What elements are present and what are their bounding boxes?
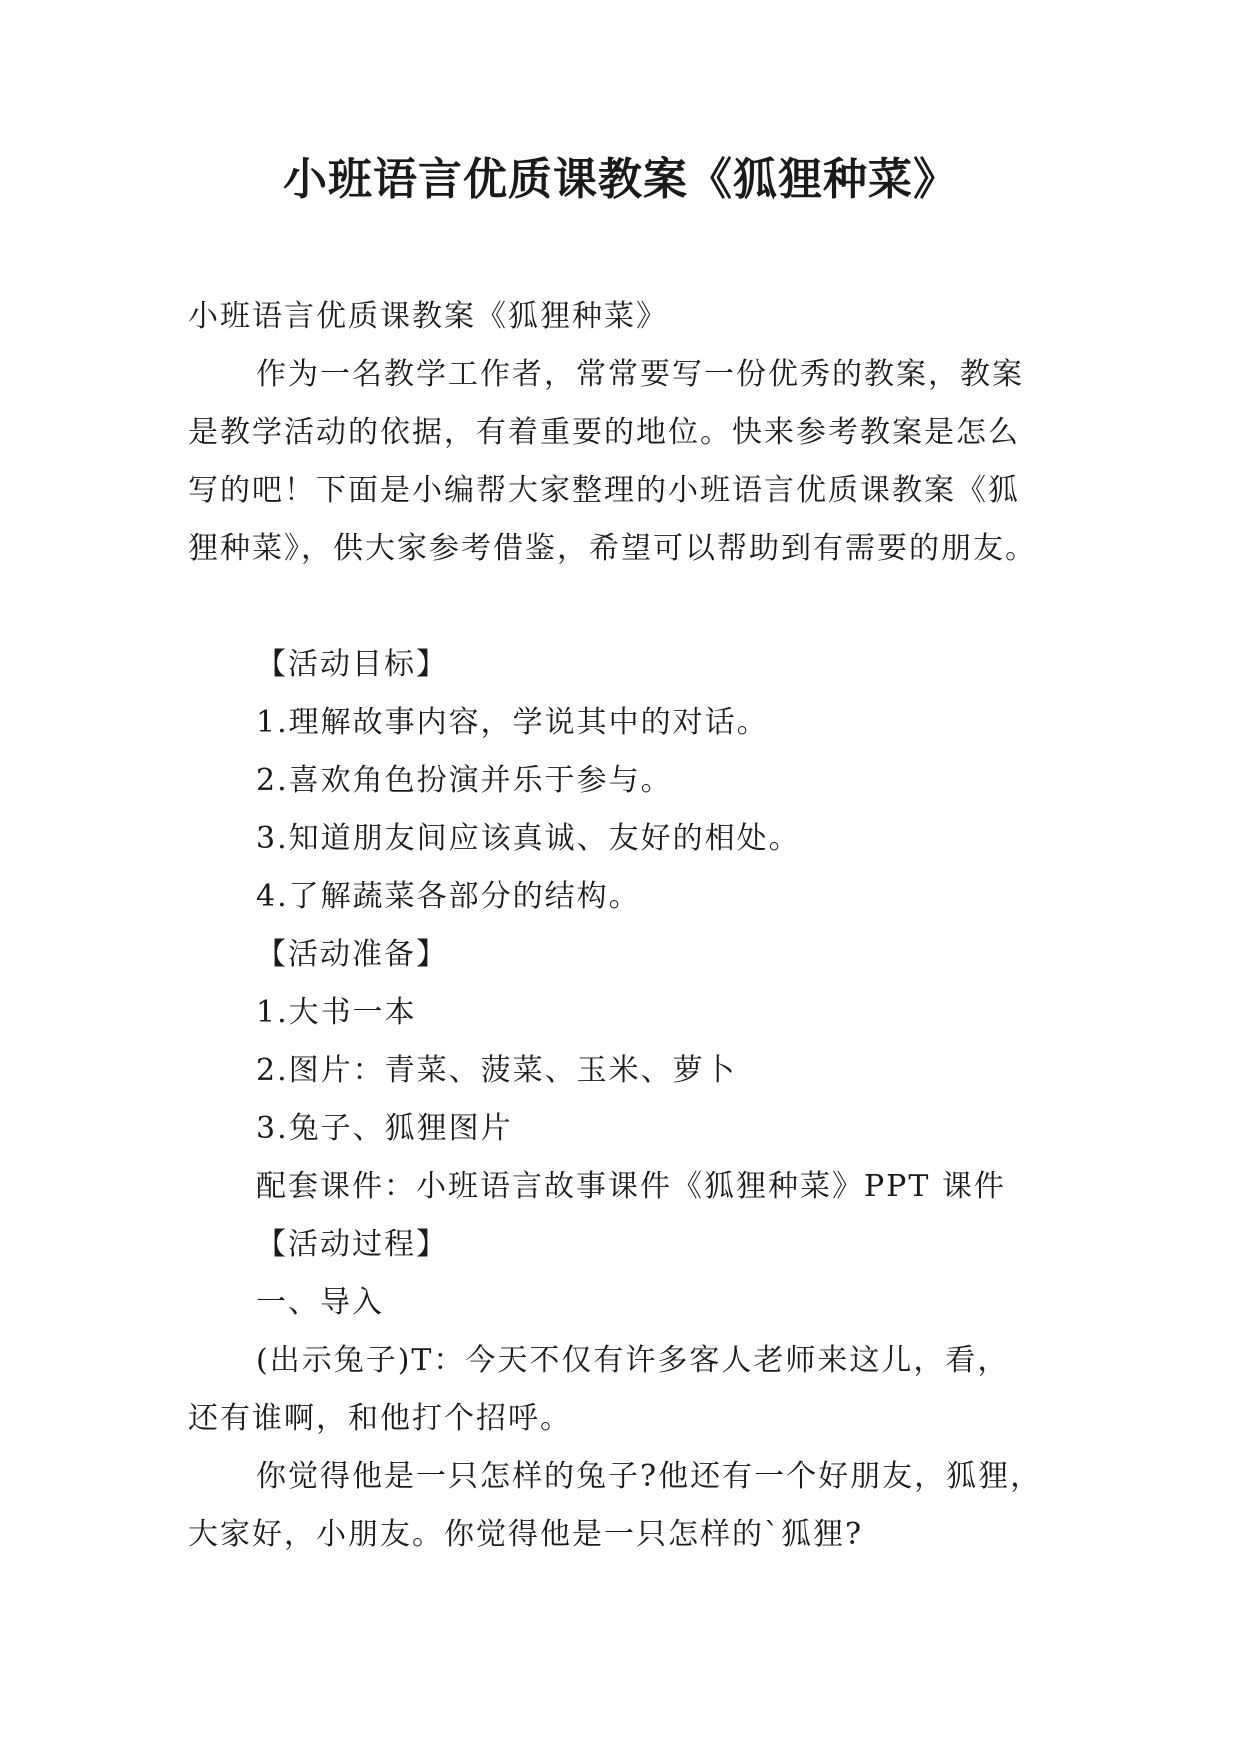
process-paragraph-line: 大家好，小朋友。你觉得他是一只怎样的`狐狸? bbox=[188, 1517, 864, 1552]
intro-line: 作为一名教学工作者，常常要写一份优秀的教案，教案 bbox=[256, 357, 1024, 392]
process-paragraph-line: (出示兔子)T：今天不仅有许多客人老师来这儿，看， bbox=[256, 1343, 1010, 1378]
process-paragraph-line: 你觉得他是一只怎样的兔子?他还有一个好朋友，狐狸， bbox=[256, 1459, 1043, 1494]
process-step: 一、导入 bbox=[256, 1285, 384, 1320]
intro-line: 写的吧！下面是小编帮大家整理的小班语言优质课教案《狐 bbox=[188, 473, 1020, 508]
prep-item: 1.大书一本 bbox=[256, 995, 417, 1030]
goal-item: 1.理解故事内容，学说其中的对话。 bbox=[256, 705, 769, 740]
subtitle-line: 小班语言优质课教案《狐狸种菜》 bbox=[188, 299, 668, 334]
goals-heading: 【活动目标】 bbox=[256, 647, 448, 682]
goal-item: 3.知道朋友间应该真诚、友好的相处。 bbox=[256, 821, 801, 856]
intro-line: 是教学活动的依据，有着重要的地位。快来参考教案是怎么 bbox=[188, 415, 1020, 450]
prep-item: 3.兔子、狐狸图片 bbox=[256, 1111, 513, 1146]
intro-line: 狸种菜》，供大家参考借鉴，希望可以帮助到有需要的朋友。 bbox=[188, 531, 1037, 566]
process-heading: 【活动过程】 bbox=[256, 1227, 448, 1262]
goal-item: 2.喜欢角色扮演并乐于参与。 bbox=[256, 763, 673, 798]
prep-item: 配套课件：小班语言故事课件《狐狸种菜》PPT 课件 bbox=[256, 1169, 1006, 1204]
prep-heading: 【活动准备】 bbox=[256, 937, 448, 972]
blank-line bbox=[188, 578, 1058, 636]
process-paragraph-line: 还有谁啊，和他打个招呼。 bbox=[188, 1401, 572, 1436]
prep-item: 2.图片：青菜、菠菜、玉米、萝卜 bbox=[256, 1053, 737, 1088]
goal-item: 4.了解蔬菜各部分的结构。 bbox=[256, 879, 641, 914]
document-title: 小班语言优质课教案《狐狸种菜》 bbox=[283, 154, 958, 205]
document-body bbox=[188, 288, 1058, 1564]
